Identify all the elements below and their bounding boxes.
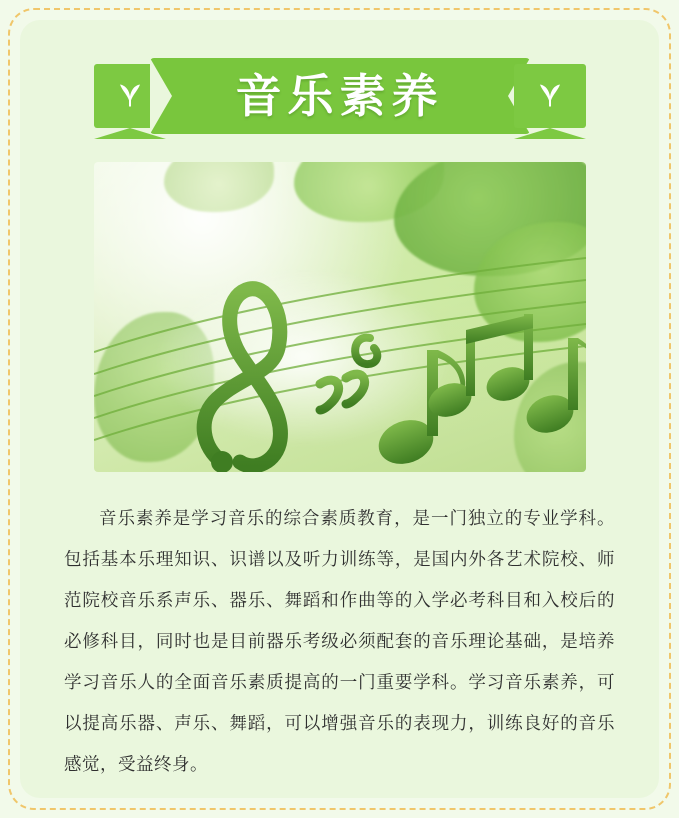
- title-banner: [94, 58, 586, 134]
- leaf-icon: [533, 77, 567, 116]
- content-card: [20, 20, 659, 798]
- banner-right-ribbon: [514, 64, 586, 128]
- music-notes-grass-photo: [94, 162, 586, 472]
- banner-center: [150, 58, 530, 134]
- leaf-icon: [113, 77, 147, 116]
- article-paragraph: 音乐素养是学习音乐的综合素质教育，是一门独立的专业学科。包括基本乐理知识、识谱以及听力训练等，是国内外各艺术院校、师范院校音乐系声乐、器乐、舞蹈和作曲等的入学必考科目和入校后的必修科目，同时也是目前器乐考级必须配套的音乐理论基础，是培养学习音乐人的全面音乐素质提高的一门重要学科。学习音乐素养，可以提高乐器、声乐、舞蹈，可以增强音乐的表现力，训练良好的音乐感觉，受益终身。: [64, 508, 615, 774]
- grass-music-notes: [94, 162, 586, 472]
- page-title: 音乐素养: [235, 70, 444, 122]
